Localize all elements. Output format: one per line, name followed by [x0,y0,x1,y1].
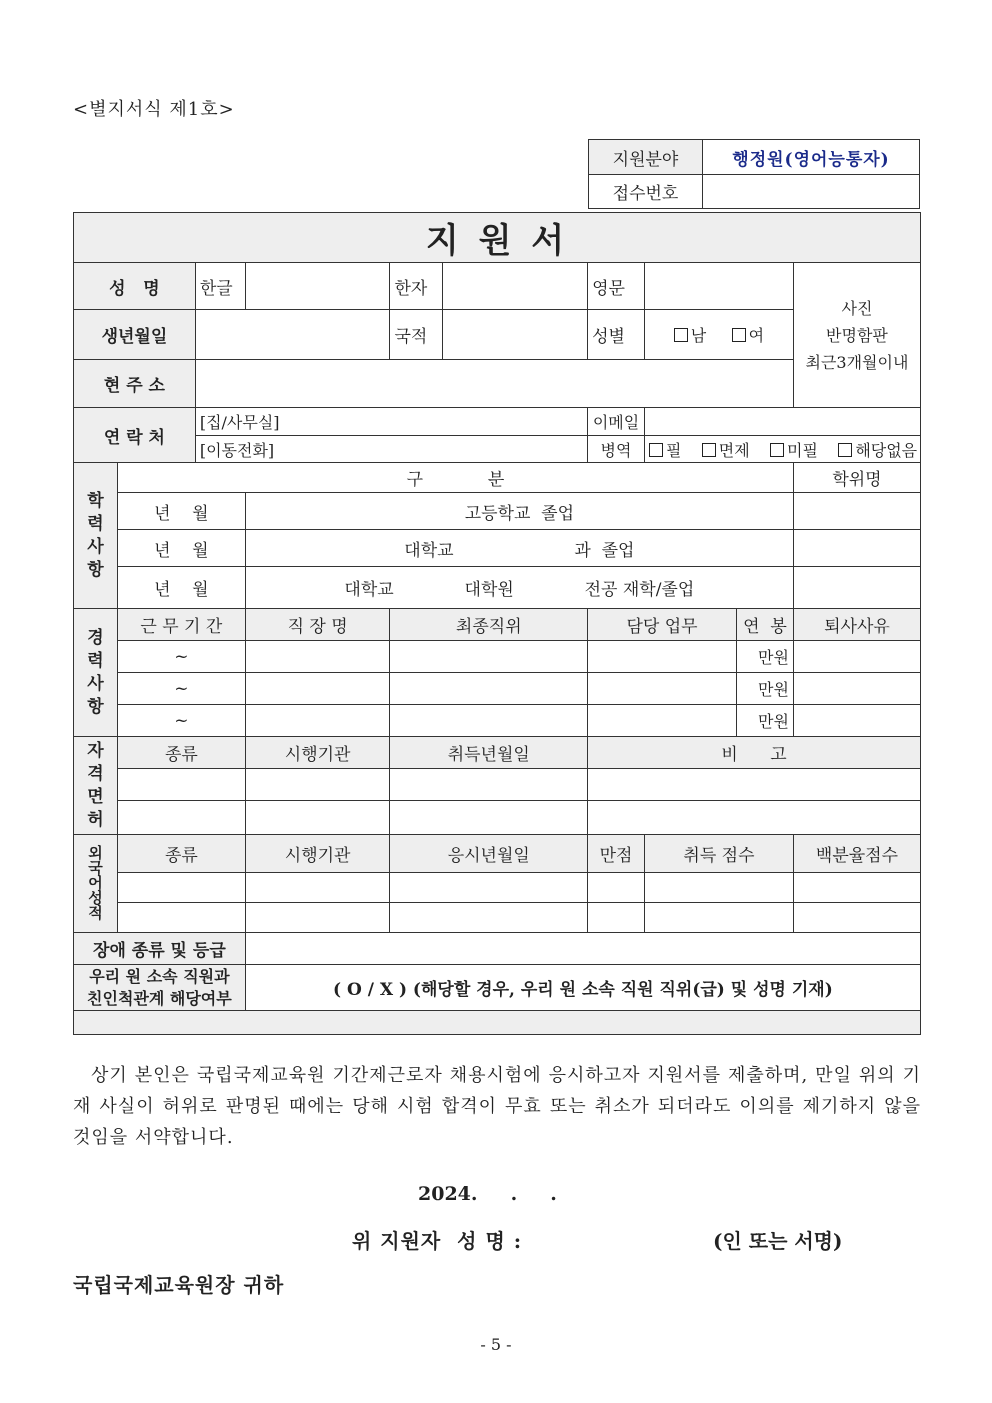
english-input[interactable] [644,263,793,310]
language-agency-1[interactable] [245,873,390,903]
edu-degree-1[interactable] [793,493,920,530]
male-label: 남 [690,326,707,345]
career-header-salary: 연 봉 [736,609,793,641]
career-position-1[interactable] [390,641,588,673]
receipt-value[interactable] [703,175,920,209]
language-header-date: 응시년월일 [390,835,588,873]
apply-field-box [588,139,920,209]
license-section-label: 자 격 면 허 [74,737,118,835]
photo-line-1: 사진 [841,298,873,318]
license-type-2[interactable] [117,801,245,835]
language-type-1[interactable] [117,873,245,903]
language-header-agency: 시행기관 [245,835,390,873]
name-label: 성 명 [74,263,196,310]
career-header-reason: 퇴사사유 [793,609,920,641]
language-header-score: 취득 점수 [644,835,793,873]
photo-line-2: 반명함판 [826,325,888,345]
application-form [73,212,921,1035]
military-na-label: 해당없음 [855,440,918,460]
address-label: 현 주 소 [74,360,196,408]
field-value: 행정원(영어능통자) [703,140,920,175]
edu-university[interactable] [245,530,793,567]
addressee: 국립국제교육원장 귀하 [73,1273,285,1297]
nationality-label: 국적 [390,310,443,360]
signature-label: 위 지원자 성 명 : [352,1229,523,1253]
career-header-duty: 담당 업무 [588,609,737,641]
career-duty-3[interactable] [588,705,737,737]
military-exempt-label: 면제 [718,440,750,460]
edu-major-label: 과 졸업 [574,540,635,561]
gender-label: 성별 [588,310,645,360]
edu-degree-3[interactable] [793,567,920,609]
language-score-1[interactable] [644,873,793,903]
home-phone-field[interactable]: [집/사무실] [195,408,587,436]
page-number: - 5 - [480,1335,512,1354]
career-header-company: 직 장 명 [245,609,390,641]
edu-graduate-school-label: 대학원 [464,580,514,600]
military-options [644,436,920,463]
email-label: 이메일 [588,408,645,436]
field-label: 지원분야 [589,140,703,175]
career-position-3[interactable] [390,705,588,737]
hanja-label: 한자 [390,263,443,310]
edu-graduate[interactable] [245,567,793,609]
page-title: 지 원 서 [74,213,921,263]
license-header-agency: 시행기관 [245,737,390,769]
license-type-1[interactable] [117,769,245,801]
career-section-label: 경 력 사 항 [74,609,118,737]
career-salary-3[interactable]: 만원 [736,705,793,737]
language-full-2[interactable] [588,903,645,933]
form-number: <별지서식 제1호> [73,99,235,120]
edu-grad-major-label: 전공 재학/졸업 [584,580,695,600]
license-date-2[interactable] [390,801,588,835]
license-header-type: 종류 [117,737,245,769]
license-note-1[interactable] [588,769,921,801]
nationality-input[interactable] [443,310,588,360]
career-period-3[interactable]: ~ [117,705,245,737]
photo-line-3: 최근3개월이내 [805,352,909,372]
signature-note: (인 또는 서명) [713,1229,843,1253]
language-percent-1[interactable] [793,873,920,903]
female-checkbox[interactable] [732,328,746,342]
birth-label: 생년월일 [74,310,196,360]
military-exempt-checkbox[interactable] [702,443,716,457]
korean-input[interactable] [245,263,390,310]
email-input[interactable] [644,408,920,436]
military-label: 병역 [588,436,645,463]
language-score-2[interactable] [644,903,793,933]
career-reason-2[interactable] [793,673,920,705]
career-position-2[interactable] [390,673,588,705]
pledge-text: 상기 본인은 국립국제교육원 기간제근로자 채용시험에 응시하고자 지원서를 제출하며, 만일 위의 기재 사실이 허위로 판명된 때에는 당해 시험 합격이 무효 또는 취소가 되더라도 이의를 제기하지 않을 것임을 서약합니다. [73,1065,921,1148]
language-header-full-score: 만점 [588,835,645,873]
career-period-1[interactable]: ~ [117,641,245,673]
language-full-1[interactable] [588,873,645,903]
language-date-2[interactable] [390,903,588,933]
signature-input[interactable] [560,1222,700,1252]
relation-label [74,965,246,1011]
license-note-2[interactable] [588,801,921,835]
license-agency-2[interactable] [245,801,390,835]
male-checkbox[interactable] [674,328,688,342]
receipt-label: 접수번호 [589,175,703,209]
mobile-phone-field[interactable]: [이동전화] [195,436,587,463]
license-header-note: 비 고 [588,737,921,769]
career-header-position: 최종직위 [390,609,588,641]
career-reason-3[interactable] [793,705,920,737]
career-company-2[interactable] [245,673,390,705]
hanja-input[interactable] [443,263,588,310]
license-agency-1[interactable] [245,769,390,801]
photo-area[interactable] [793,263,920,408]
english-label: 영문 [588,263,645,310]
relation-input[interactable]: ( O / X ) (해당할 경우, 우리 원 소속 직원 직위(급) 및 성명 기재) [245,965,920,1011]
language-section-label: 외 국 어 성 적 [74,835,118,933]
language-agency-2[interactable] [245,903,390,933]
address-input[interactable] [195,360,793,408]
education-header-degree: 학위명 [793,463,920,493]
military-na-checkbox[interactable] [838,443,852,457]
edu-year-month-2[interactable]: 년 월 [117,530,245,567]
language-percent-2[interactable] [793,903,920,933]
license-header-date: 취득년월일 [390,737,588,769]
career-reason-1[interactable] [793,641,920,673]
career-company-3[interactable] [245,705,390,737]
career-header-period: 근 무 기 간 [117,609,245,641]
korean-label: 한글 [195,263,245,310]
military-served-checkbox[interactable] [649,443,663,457]
date-line[interactable]: 2024. . . [418,1183,557,1205]
military-unserved-label: 미필 [787,440,818,460]
career-duty-1[interactable] [588,641,737,673]
career-salary-2[interactable]: 만원 [736,673,793,705]
career-salary-1[interactable]: 만원 [736,641,793,673]
language-type-2[interactable] [117,903,245,933]
education-section-label: 학 력 사 항 [74,463,118,609]
disability-input[interactable] [245,933,920,965]
language-header-percentile: 백분율점수 [793,835,920,873]
edu-university-label: 대학교 [404,540,454,561]
language-date-1[interactable] [390,873,588,903]
relation-label-line2: 친인척관계 해당여부 [87,988,232,1008]
edu-year-month-3[interactable]: 년 월 [117,567,245,609]
birth-input[interactable] [195,310,390,360]
career-duty-2[interactable] [588,673,737,705]
female-label: 여 [748,326,765,345]
career-period-2[interactable]: ~ [117,673,245,705]
edu-degree-2[interactable] [793,530,920,567]
edu-highschool[interactable]: 고등학교 졸업 [245,493,793,530]
education-header-division: 구 분 [117,463,793,493]
disability-label: 장애 종류 및 등급 [74,933,246,965]
edu-grad-university-label: 대학교 [344,580,394,600]
contact-label: 연 락 처 [74,408,196,463]
language-header-type: 종류 [117,835,245,873]
license-date-1[interactable] [390,769,588,801]
edu-year-month-1[interactable]: 년 월 [117,493,245,530]
relation-label-line1: 우리 원 소속 직원과 [89,966,230,986]
career-company-1[interactable] [245,641,390,673]
military-served-label: 필 [665,440,682,460]
gender-options [644,310,793,360]
blank-row [74,1011,921,1035]
military-unserved-checkbox[interactable] [770,443,784,457]
